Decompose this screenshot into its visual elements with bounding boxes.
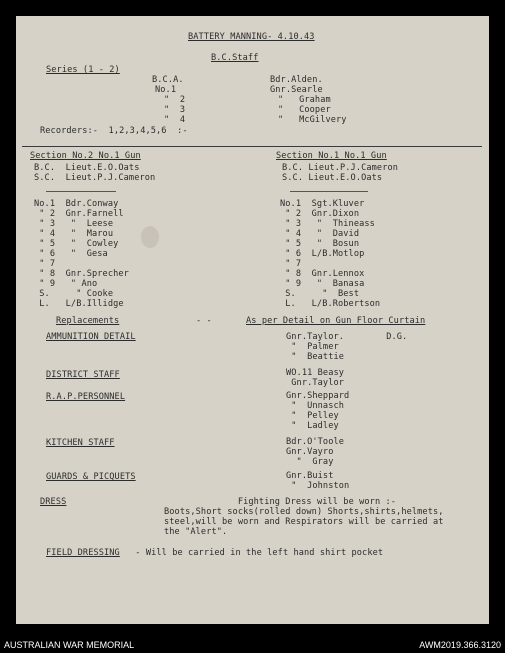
replacements-label: Replacements bbox=[56, 316, 120, 326]
detail-label-district: DISTRICT STAFF bbox=[46, 370, 120, 380]
left-crew-row: S. " Cooke bbox=[34, 289, 114, 299]
detail-line: Bdr.O'Toole bbox=[286, 437, 345, 447]
staff-role: B.C.A. bbox=[152, 75, 184, 85]
left-crew-row: " 9 " Ano bbox=[34, 279, 98, 289]
right-section-heading: Section No.1 No.1 Gun bbox=[276, 151, 387, 161]
staff-name: Gnr.Searle bbox=[270, 85, 323, 95]
left-crew-row: " 2 Gnr.Farnell bbox=[34, 209, 124, 219]
detail-label-guards: GUARDS & PICQUETS bbox=[46, 472, 136, 482]
left-crew-rule bbox=[46, 191, 116, 192]
right-crew-row: " 2 Gnr.Dixon bbox=[280, 209, 360, 219]
staff-name: " McGilvery bbox=[278, 115, 347, 125]
recorders-line: Recorders:- 1,2,3,4,5,6 :- bbox=[40, 126, 188, 136]
right-crew-row: " 4 " David bbox=[280, 229, 360, 239]
section-divider bbox=[22, 146, 482, 147]
staff-role: No.1 bbox=[155, 85, 177, 95]
detail-line: " Beattie bbox=[286, 352, 345, 362]
document-page bbox=[16, 16, 489, 624]
dress-line: Fighting Dress will be worn :- bbox=[164, 497, 397, 507]
staff-role: " 2 bbox=[164, 95, 186, 105]
left-officer: S.C. Lieut.P.J.Cameron bbox=[34, 173, 156, 183]
replacements-note: As per Detail on Gun Floor Curtain bbox=[246, 316, 426, 326]
detail-line: Gnr.Taylor bbox=[286, 378, 345, 388]
staff-name: Bdr.Alden. bbox=[270, 75, 323, 85]
document-subtitle: B.C.Staff bbox=[211, 53, 259, 63]
series-label: Series (1 - 2) bbox=[46, 65, 120, 75]
right-crew-row: " 9 " Banasa bbox=[280, 279, 365, 289]
right-crew-row: " 3 " Thineass bbox=[280, 219, 375, 229]
detail-line: " Unnasch bbox=[286, 401, 345, 411]
right-crew-row: " 5 " Bosun bbox=[280, 239, 360, 249]
left-section-heading: Section No.2 No.1 Gun bbox=[30, 151, 141, 161]
detail-line: Gnr.Vayro bbox=[286, 447, 334, 457]
left-crew-row: " 3 " Leese bbox=[34, 219, 114, 229]
right-crew-row: S. " Best bbox=[280, 289, 360, 299]
detail-label-ammunition: AMMUNITION DETAIL bbox=[46, 332, 136, 342]
left-crew-row: " 4 " Marou bbox=[34, 229, 114, 239]
replacements-dash: - - bbox=[196, 316, 212, 326]
left-officer: B.C. Lieut.E.O.Oats bbox=[34, 163, 140, 173]
right-crew-row: " 8 Gnr.Lennox bbox=[280, 269, 365, 279]
dress-label: DRESS bbox=[40, 497, 67, 507]
left-crew-row: " 8 Gnr.Sprecher bbox=[34, 269, 129, 279]
footer-source: AUSTRALIAN WAR MEMORIAL bbox=[4, 640, 135, 650]
detail-line: " Pelley bbox=[286, 411, 339, 421]
dress-line: the "Alert". bbox=[164, 527, 228, 537]
detail-line: " Ladley bbox=[286, 421, 339, 431]
detail-line: Gnr.Taylor. D.G. bbox=[286, 332, 408, 342]
right-crew-rule bbox=[290, 191, 368, 192]
paper-stain bbox=[141, 226, 159, 248]
right-crew-row: " 7 bbox=[280, 259, 302, 269]
detail-label-rap: R.A.P.PERSONNEL bbox=[46, 392, 126, 402]
footer-accession: AWM2019.366.3120 bbox=[419, 640, 501, 650]
detail-line: WO.11 Beasy bbox=[286, 368, 345, 378]
staff-name: " Graham bbox=[278, 95, 331, 105]
dress-line: Boots,Short socks(rolled down) Shorts,shirts,helmets, bbox=[164, 507, 444, 517]
right-crew-row: " 6 L/B.Motlop bbox=[280, 249, 365, 259]
detail-line: " Palmer bbox=[286, 342, 339, 352]
detail-line: Gnr.Sheppard bbox=[286, 391, 350, 401]
left-crew-row: " 5 " Cowley bbox=[34, 239, 119, 249]
right-crew-row: L. L/B.Robertson bbox=[280, 299, 381, 309]
detail-line: " Gray bbox=[286, 457, 334, 467]
detail-line: " Johnston bbox=[286, 481, 350, 491]
staff-role: " 3 bbox=[164, 105, 186, 115]
detail-label-kitchen: KITCHEN STAFF bbox=[46, 438, 115, 448]
right-officer: S.C. Lieut.E.O.Oats bbox=[282, 173, 383, 183]
left-crew-row: No.1 Bdr.Conway bbox=[34, 199, 119, 209]
right-officer: B.C. Lieut.P.J.Cameron bbox=[282, 163, 399, 173]
detail-line: Gnr.Buist bbox=[286, 471, 334, 481]
staff-role: " 4 bbox=[164, 115, 186, 125]
field-dressing-label: FIELD DRESSING bbox=[46, 548, 120, 558]
right-crew-row: No.1 Sgt.Kluver bbox=[280, 199, 365, 209]
document-title: BATTERY MANNING- 4.10.43 bbox=[188, 32, 315, 42]
staff-name: " Cooper bbox=[278, 105, 331, 115]
left-crew-row: " 7 bbox=[34, 259, 56, 269]
left-crew-row: " 6 " Gesa bbox=[34, 249, 108, 259]
field-dressing-text: - Will be carried in the left hand shirt pocket bbox=[130, 548, 384, 558]
dress-line: steel,will be worn and Respirators will be carried at bbox=[164, 517, 444, 527]
left-crew-row: L. L/B.Illidge bbox=[34, 299, 124, 309]
